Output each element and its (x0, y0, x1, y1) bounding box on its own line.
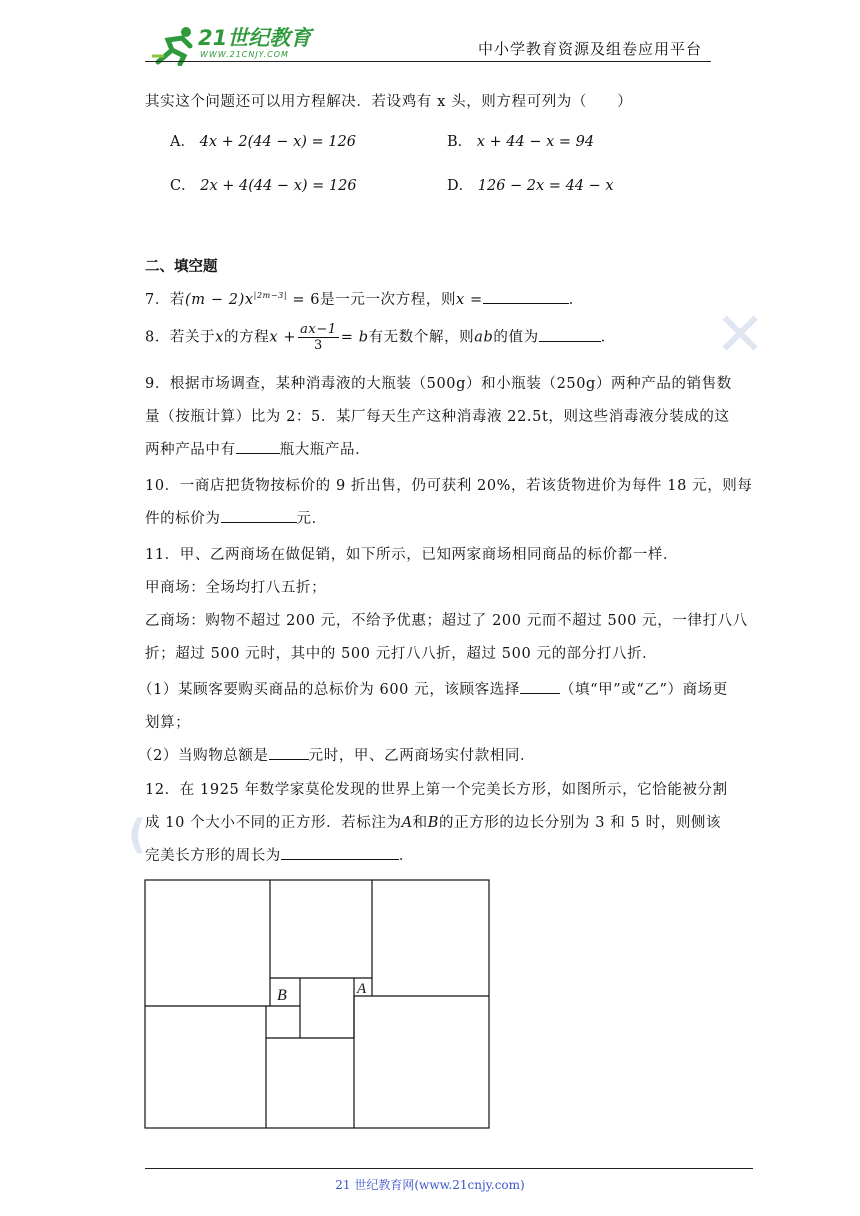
q8-suffix: 有无数个解，则 (368, 329, 475, 346)
figure-outer-rect (145, 880, 489, 1128)
q7-expr-rhs: = 6 (287, 292, 321, 308)
q12-line2-c: 的正方形的边长分别为 3 和 5 时，则侧该 (439, 815, 722, 831)
q7-expr: (m − 2)x (185, 292, 254, 308)
option-a-expr: 4x + 2(44 − x) = 126 (199, 134, 356, 150)
q7-answer-blank[interactable] (483, 289, 569, 304)
option-b-label: B． (447, 134, 473, 150)
q8-ab: ab (474, 329, 494, 346)
option-c-label: C． (170, 178, 196, 194)
option-c-expr: 2x + 4(44 − x) = 126 (200, 178, 357, 194)
watermark-x-icon: ✕ (715, 300, 766, 370)
q8-end: 的值为 (493, 329, 539, 346)
q12-line2-A: A (401, 815, 413, 831)
logo-text: 21世纪教育 (198, 26, 312, 50)
q12-line3 (145, 844, 414, 865)
q10-line2-b: 元． (296, 511, 327, 527)
q11-sub1-b: （填“甲”或“乙”）商场更 (559, 682, 728, 698)
q11-line1: 11．甲、乙两商场在做促销，如下所示，已知两家商场相同商品的标价都一样． (145, 547, 679, 563)
q8-answer-blank[interactable] (539, 327, 601, 342)
q11-sub1-answer-blank[interactable] (520, 679, 560, 694)
option-d[interactable] (447, 174, 614, 195)
q11-sub2-b: 元时，甲、乙两商场实付款相同． (308, 748, 536, 764)
q9-line3-b: 瓶大瓶产品． (279, 442, 371, 458)
q11-sub2 (138, 744, 535, 765)
footer-divider (145, 1168, 753, 1169)
q12-line2-B: B (427, 815, 440, 831)
q11-sub1-a: （1）某顾客要购买商品的总标价为 600 元，该顾客选择 (138, 682, 520, 698)
watermark-c-icon: ( (128, 812, 147, 858)
option-d-expr: 126 − 2x = 44 − x (477, 178, 614, 194)
q12-line3-b: ． (398, 848, 415, 864)
option-a-label: A． (170, 134, 195, 150)
figure-label-a: A (357, 981, 367, 997)
runner-icon (150, 26, 202, 66)
q7-prefix: 7．若 (145, 292, 186, 308)
q12-line2-a: 成 10 个大小不同的正方形．若标注为 (145, 815, 402, 831)
section-title: 二、填空题 (145, 259, 218, 275)
q8-mid: 的方程 (224, 329, 270, 346)
q9-answer-blank[interactable] (236, 439, 280, 454)
q8-rhs: = b (340, 329, 369, 346)
q8-lhs: x + (269, 329, 297, 346)
q7-exponent: |2m−3| (253, 291, 288, 301)
q11-line3: 乙商场：购物不超过 200 元，不给予优惠；超过了 200 元而不超过 500 元，一律打八八 (145, 613, 748, 629)
header-platform-name: 中小学教育资源及组卷应用平台 (478, 40, 703, 58)
question-intro: 其实这个问题还可以用方程解决．若设鸡有 x 头，则方程可列为（ ） (145, 94, 633, 110)
q11-sub1-cont: 划算； (145, 715, 191, 731)
figure-label-b: B (277, 987, 287, 1004)
footer-text[interactable]: 21 世纪教育网(www.21cnjy.com) (335, 1178, 525, 1192)
q8-stop: ． (600, 329, 616, 346)
q7-end: ． (568, 292, 584, 308)
option-d-label: D． (447, 178, 474, 194)
q10-line2-a: 件的标价为 (145, 511, 221, 527)
q9-line2: 量（按瓶计算）比为 2：5．某厂每天生产这种消毒液 22.5t，则这些消毒液分装成的这 (145, 409, 730, 425)
q11-sub2-a: （2）当购物总额是 (138, 748, 269, 764)
q10-line1: 10．一商店把货物按标价的 9 折出售，仍可获利 20%，若该货物进价为每件 18 元，则每 (145, 478, 753, 494)
q7-suffix: 是一元一次方程，则 (320, 292, 457, 308)
question-7 (145, 288, 584, 309)
q8-var: x (215, 329, 225, 346)
q8-prefix: 8．若关于 (145, 329, 216, 346)
option-b[interactable] (447, 130, 594, 151)
q11-line4: 折；超过 500 元时，其中的 500 元打八八折，超过 500 元的部分打八折． (145, 646, 658, 662)
q9-line3 (145, 438, 370, 459)
q8-frac-den: 3 (313, 338, 323, 353)
q12-line3-a: 完美长方形的周长为 (145, 848, 281, 864)
q8-fraction (298, 322, 339, 353)
q12-line2 (145, 811, 721, 832)
q9-line1: 9．根据市场调查，某种消毒液的大瓶装（500g）和小瓶装（250g）两种产品的销售数 (145, 376, 732, 392)
header-divider (145, 61, 711, 62)
q11-line2: 甲商场：全场均打八五折； (145, 580, 327, 596)
q12-line2-b: 和 (412, 815, 428, 831)
q10-line2 (145, 507, 327, 528)
question-8 (145, 322, 616, 353)
q11-sub1 (138, 678, 728, 699)
logo-url: WWW.21CNJY.COM (200, 50, 289, 59)
q11-sub2-answer-blank[interactable] (269, 745, 309, 760)
q12-answer-blank[interactable] (281, 845, 399, 860)
q12-line1: 12．在 1925 年数学家莫伦发现的世界上第一个完美长方形，如图所示，它恰能被分割 (145, 782, 728, 798)
q7-var: x = (456, 292, 483, 308)
q8-frac-num: ax−1 (300, 322, 337, 337)
q9-line3-a: 两种产品中有 (145, 442, 236, 458)
q10-answer-blank[interactable] (221, 508, 297, 523)
perfect-rectangle-figure (140, 874, 496, 1134)
option-c[interactable] (170, 174, 357, 195)
option-b-expr: x + 44 − x = 94 (476, 134, 595, 150)
option-a[interactable] (170, 130, 356, 151)
